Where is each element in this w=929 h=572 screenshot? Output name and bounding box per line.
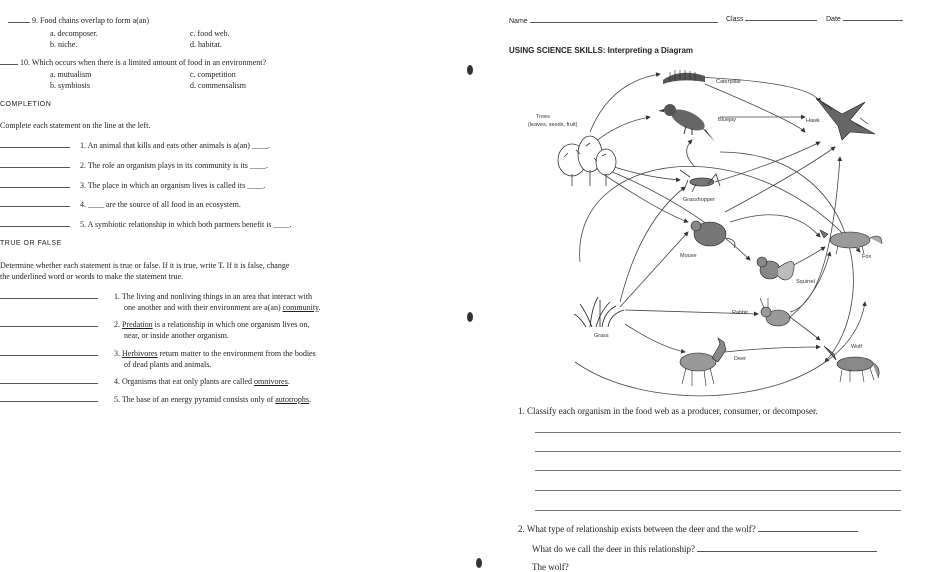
- item-text: is a relationship in which one organism lives on,: [152, 320, 310, 329]
- binder-hole: [467, 312, 473, 322]
- item-text: Organisms that eat only plants are called: [122, 377, 253, 386]
- label-squirrel: Squirrel: [796, 279, 815, 285]
- arrow-grasshopper-hawk: [715, 142, 820, 182]
- answer-blank[interactable]: [0, 326, 98, 327]
- answer-blank[interactable]: [8, 22, 30, 23]
- item-text: ____ are the source of all food in an ecosystem.: [88, 200, 241, 209]
- squirrel-icon: [757, 257, 794, 280]
- answer-blank[interactable]: [0, 226, 70, 227]
- item-number: 4.: [114, 377, 120, 386]
- grass-icon: [574, 297, 624, 327]
- bluejay-icon: [658, 104, 715, 142]
- date-input-line[interactable]: [843, 20, 903, 21]
- option-a: a. decomposer.: [50, 29, 98, 38]
- class-label: Class: [726, 16, 744, 23]
- completion-item-2: [0, 161, 268, 170]
- item-punctuation: .: [318, 303, 321, 312]
- question-2-followup: [532, 544, 877, 554]
- answer-blank[interactable]: [0, 167, 70, 168]
- date-field: [826, 16, 903, 23]
- name-field: [509, 18, 718, 25]
- item-number: 4.: [80, 200, 86, 209]
- question-text: What do we call the deer in this relationship?: [532, 544, 695, 554]
- true-false-item-1-line-2: [124, 303, 321, 312]
- arrow-bluejay-wolf: [720, 152, 853, 362]
- item-punctuation: .: [309, 395, 312, 404]
- rabbit-icon: [760, 298, 790, 326]
- arrow-grass-grasshopper: [620, 187, 685, 302]
- option-a: a. mutualism: [50, 70, 92, 79]
- item-text: A symbiotic relationship in which both partners benefit is ____.: [87, 220, 292, 229]
- underlined-term: Herbivores: [122, 349, 158, 358]
- section-heading-completion: COMPLETION: [0, 101, 52, 108]
- mc-question-10: [0, 58, 266, 67]
- item-text: The living and nonliving things in an area that interact with: [121, 292, 313, 301]
- item-number: 5.: [114, 395, 120, 404]
- option-c: c. competition: [190, 70, 236, 79]
- item-number: 1.: [114, 292, 120, 301]
- true-false-item-3: [0, 349, 316, 358]
- label-bluejay: Bluejay: [718, 117, 737, 123]
- label-trees: Trees: [536, 114, 550, 120]
- name-input-line[interactable]: [530, 22, 718, 23]
- arrow-grass-deer: [625, 324, 685, 352]
- answer-blank[interactable]: [0, 401, 98, 402]
- arrow-caterpillar-hawk: [695, 77, 820, 102]
- item-number: 2.: [80, 161, 86, 170]
- answer-line[interactable]: [535, 432, 901, 433]
- answer-blank[interactable]: [697, 551, 877, 552]
- true-false-item-5: [0, 395, 311, 404]
- label-rabbit: Rabbit: [732, 310, 748, 316]
- label-fox: Fox: [862, 254, 872, 260]
- arrow-mouse-fox: [730, 215, 820, 237]
- completion-item-4: [0, 200, 241, 209]
- true-false-item-2-line-2: near, or inside another organism.: [124, 331, 229, 340]
- item-number: 2.: [114, 320, 120, 329]
- answer-line[interactable]: [535, 510, 901, 511]
- answer-blank[interactable]: [0, 147, 70, 148]
- question-2-followup-2: [532, 562, 569, 572]
- completion-item-5: [0, 220, 292, 229]
- answer-line[interactable]: [535, 470, 901, 471]
- underlined-term: autotrophs: [275, 395, 310, 404]
- answer-line[interactable]: [535, 490, 901, 491]
- option-d: d. commensalism: [190, 81, 246, 90]
- wolf-icon: [824, 346, 879, 382]
- question-number: 9.: [32, 16, 38, 25]
- label-deer: Deer: [734, 356, 746, 362]
- deer-icon: [680, 338, 726, 386]
- arrow-mouse-hawk: [725, 147, 835, 212]
- binder-hole: [467, 65, 473, 75]
- item-punctuation: .: [287, 377, 290, 386]
- true-false-item-2: [0, 320, 309, 329]
- item-number: 3.: [80, 181, 86, 190]
- answer-blank[interactable]: [0, 298, 98, 299]
- question-text: Classify each organism in the food web as a producer, consumer, or decomposer.: [527, 406, 818, 416]
- completion-instructions: Complete each statement on the line at the left.: [0, 121, 151, 130]
- label-trees-sublabel: (leaves, seeds, fruit): [528, 122, 578, 128]
- label-mouse: Mouse: [680, 253, 697, 259]
- true-false-instructions-line-2: the underlined word or words to make the statement true.: [0, 272, 184, 281]
- arrow-caterpillar-hawk-2: [705, 84, 805, 132]
- item-text: The base of an energy pyramid consists only of: [121, 395, 274, 404]
- arrow-rabbit-wolf: [790, 317, 820, 340]
- true-false-item-1: [0, 292, 312, 301]
- option-b: b. niche.: [50, 40, 78, 49]
- answer-blank[interactable]: [758, 531, 858, 532]
- section-heading-true-false: TRUE OR FALSE: [0, 240, 62, 247]
- item-text: return matter to the environment from the bodies: [157, 349, 316, 358]
- true-false-instructions-line-1: Determine whether each statement is true or false. If it is true, write T. If it is false, change: [0, 261, 290, 270]
- question-stem: Food chains overlap to form a(an): [40, 16, 150, 25]
- food-web-diagram: [520, 62, 900, 400]
- label-hawk: Hawk: [806, 118, 820, 124]
- item-text: The role an organism plays in its community is its ____.: [87, 161, 268, 170]
- arrow-trees-caterpillar: [590, 74, 660, 132]
- answer-blank[interactable]: [0, 355, 98, 356]
- arrow-deer-wolf: [725, 347, 820, 352]
- arrow-trees-bluejay: [595, 117, 650, 142]
- item-number: 1.: [80, 141, 86, 150]
- mouse-icon: [691, 221, 735, 248]
- label-wolf: Wolf: [851, 344, 862, 350]
- question-2: [518, 524, 858, 534]
- binder-hole: [476, 558, 482, 568]
- underlined-term: community: [282, 303, 319, 312]
- completion-item-3: [0, 181, 265, 190]
- item-text: one another and with their environment are a(an): [124, 303, 281, 312]
- item-text: An animal that kills and eats other animals is a(an) ____.: [87, 141, 270, 150]
- caterpillar-icon: [663, 70, 705, 84]
- arrow-grasshopper-bluejay: [687, 140, 695, 167]
- hawk-icon: [816, 98, 875, 140]
- question-number: 2.: [518, 524, 525, 534]
- label-caterpillar: Caterpillar: [716, 79, 742, 85]
- question-number: 1.: [518, 406, 525, 416]
- class-field: [726, 16, 817, 23]
- question-number: 10.: [20, 58, 30, 67]
- item-number: 3.: [114, 349, 120, 358]
- answer-blank[interactable]: [0, 64, 18, 65]
- mc-question-9: [8, 16, 149, 25]
- question-text: What type of relationship exists between the deer and the wolf?: [526, 524, 756, 534]
- label-grasshopper: Grasshopper: [683, 197, 715, 203]
- completion-item-1: [0, 141, 270, 150]
- answer-blank[interactable]: [0, 383, 98, 384]
- answer-line[interactable]: [535, 451, 901, 452]
- underlined-term: omnivores: [254, 377, 288, 386]
- option-c: c. food web.: [190, 29, 230, 38]
- answer-blank[interactable]: [0, 187, 70, 188]
- item-number: 5.: [80, 220, 86, 229]
- question-stem: Which occurs when there is a limited amount of food in an environment?: [31, 58, 267, 67]
- underlined-term: Predation: [122, 320, 153, 329]
- question-1: [518, 406, 818, 416]
- answer-blank[interactable]: [0, 206, 70, 207]
- grasshopper-icon: [680, 170, 720, 192]
- date-label: Date: [826, 16, 841, 23]
- option-d: d. habitat.: [190, 40, 222, 49]
- true-false-item-3-line-2: of dead plants and animals.: [124, 360, 212, 369]
- label-grass: Grass: [594, 333, 609, 339]
- name-label: Name: [509, 18, 528, 25]
- trees-icon: [558, 136, 616, 186]
- question-text: The wolf?: [532, 562, 569, 572]
- option-b: b. symbiosis: [50, 81, 91, 90]
- class-input-line[interactable]: [745, 20, 817, 21]
- worksheet-title: USING SCIENCE SKILLS: Interpreting a Diagram: [509, 46, 694, 55]
- true-false-item-4: [0, 377, 290, 386]
- item-text: The place in which an organism lives is called its ____.: [87, 181, 266, 190]
